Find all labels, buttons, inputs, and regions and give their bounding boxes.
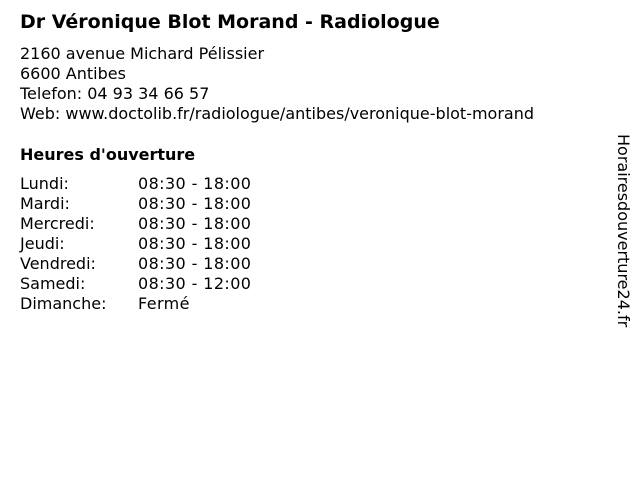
hours-value: 08:30 - 18:00 [138,194,252,213]
opening-hours-table [20,174,251,314]
hours-value: 08:30 - 18:00 [138,174,252,193]
street-address: 2160 avenue Michard Pélissier [20,44,265,63]
day-label: Lundi: [20,174,69,193]
hours-value: 08:30 - 18:00 [138,234,252,253]
day-label: Dimanche: [20,294,107,313]
hours-value: Fermé [138,294,190,313]
hours-row-thursday [20,234,251,254]
day-label: Samedi: [20,274,86,293]
city: 6600 Antibes [20,64,126,83]
hours-value: 08:30 - 18:00 [138,254,252,273]
website: Web: www.doctolib.fr/radiologue/antibes/veronique-blot-morand [20,104,535,123]
hours-row-saturday [20,274,251,294]
day-label: Mardi: [20,194,70,213]
hours-row-tuesday [20,194,251,214]
hours-row-friday [20,254,251,274]
site-brand-watermark [611,134,635,346]
day-label: Jeudi: [20,234,65,253]
page-title: Dr Véronique Blot Morand - Radiologue [20,11,440,33]
hours-row-monday [20,174,251,194]
phone-number: Telefon: 04 93 34 66 57 [20,84,210,103]
address-block [20,44,534,124]
opening-hours-heading: Heures d'ouverture [20,145,196,164]
hours-value: 08:30 - 12:00 [138,274,252,293]
hours-row-wednesday [20,214,251,234]
site-brand-text: Horairesdouverture24.fr [614,134,633,328]
day-label: Vendredi: [20,254,96,273]
hours-row-sunday [20,294,251,314]
hours-value: 08:30 - 18:00 [138,214,252,233]
day-label: Mercredi: [20,214,95,233]
